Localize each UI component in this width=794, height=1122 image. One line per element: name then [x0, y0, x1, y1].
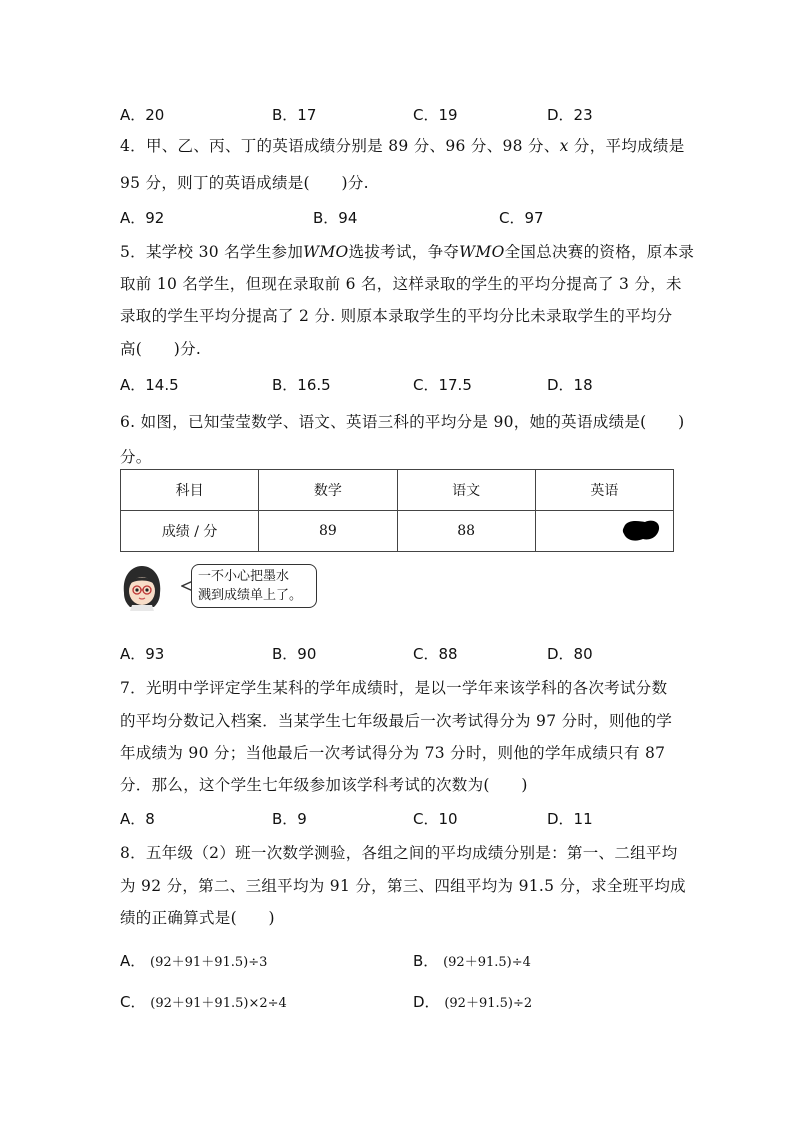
table-header-cell: 语文: [397, 470, 535, 511]
q6-option-c: C．88: [413, 645, 458, 663]
q5-option-c: C．17.5: [413, 376, 472, 394]
q8-option-c: [120, 991, 287, 1012]
table-header-cell: 科目: [121, 470, 259, 511]
q8-option-c-expr: (92＋91＋91.5)×2÷4: [150, 996, 287, 1011]
table-cell: 成绩 / 分: [121, 511, 259, 552]
bubble-line-2: 溅到成绩单上了。: [198, 588, 303, 603]
q4-text-a: 4．甲、乙、丙、丁的英语成绩分别是 89 分、96 分、98 分、: [120, 137, 560, 155]
q8-option-a-expr: (92＋91＋91.5)÷3: [150, 955, 268, 970]
q5-text-c: 全国总决赛的资格，原本录: [504, 243, 695, 261]
table-header-cell: 数学: [259, 470, 397, 511]
table-cell: 89: [259, 511, 397, 552]
q8-line-3: 绩的正确算式是( ): [120, 909, 275, 927]
q4-variable-x: x: [559, 137, 569, 155]
q8-option-b-label: B．: [413, 952, 439, 970]
table-header-cell: 英语: [535, 470, 673, 511]
q7-option-a: A．8: [120, 810, 155, 828]
q7-line-2: 的平均分数记入档案．当某学生七年级最后一次考试得分为 97 分时，则他的学: [120, 712, 673, 730]
table-cell: 88: [397, 511, 535, 552]
q6-option-d: D．80: [547, 645, 593, 663]
q5-line-2: 取前 10 名学生，但现在录取前 6 名，这样录取的学生的平均分提高了 3 分，未: [120, 275, 682, 293]
table-header-row: [121, 470, 674, 511]
q4-line-2: 95 分，则丁的英语成绩是( )分.: [120, 174, 369, 192]
q4-option-a: A．92: [120, 209, 165, 227]
q7-line-3: 年成绩为 90 分；当他最后一次考试得分为 73 分时，则他的学年成绩只有 87: [120, 744, 666, 762]
q5-option-d: D．18: [547, 376, 593, 394]
q5-text-b: 选拔考试，争夺: [348, 243, 460, 261]
bubble-line-1: 一不小心把墨水: [198, 569, 290, 584]
girl-avatar-icon: [118, 563, 166, 611]
speech-bubble: [191, 564, 317, 608]
q7-line-1: 7．光明中学评定学生某科的学年成绩时，是以一学年来该学科的各次考试分数: [120, 679, 668, 697]
q6-line-2: 分。: [120, 448, 152, 466]
q8-line-2: 为 92 分，第二、三组平均为 91 分，第三、四组平均为 91.5 分，求全班平均成: [120, 877, 686, 895]
q8-option-d-label: D．: [413, 993, 440, 1011]
q4-option-c: C．97: [499, 209, 544, 227]
q6-option-b: B．90: [272, 645, 317, 663]
q5-option-a: A．14.5: [120, 376, 179, 394]
q5-text-a: 5．某学校 30 名学生参加: [120, 243, 304, 261]
q8-line-1: 8．五年级（2）班一次数学测验，各组之间的平均成绩分别是：第一、二组平均: [120, 844, 678, 862]
q5-wmo-1: WMO: [303, 243, 349, 261]
table-row: [121, 511, 674, 552]
q5-line-3: 录取的学生平均分提高了 2 分. 则原本录取学生的平均分比未录取学生的平均分: [120, 307, 673, 325]
q4-text-b: 分，平均成绩是: [568, 137, 685, 155]
q4-line-1: [120, 134, 685, 156]
q5-line-1: [120, 240, 694, 262]
ink-blot-icon: [621, 517, 661, 543]
q8-option-a: [120, 950, 267, 971]
q8-option-b-expr: (92＋91.5)÷4: [443, 955, 531, 970]
q3-option-c: C．19: [413, 106, 458, 124]
q8-option-d: [413, 991, 532, 1012]
q4-option-b: B．94: [313, 209, 358, 227]
q5-wmo-2: WMO: [459, 243, 505, 261]
q7-option-c: C．10: [413, 810, 458, 828]
q8-option-c-label: C．: [120, 993, 146, 1011]
q5-line-4: 高( )分.: [120, 340, 202, 358]
q5-option-b: B．16.5: [272, 376, 331, 394]
q3-option-b: B．17: [272, 106, 317, 124]
q7-option-b: B．9: [272, 810, 307, 828]
q7-option-d: D．11: [547, 810, 593, 828]
q6-line-1: 6. 如图，已知莹莹数学、语文、英语三科的平均分是 90，她的英语成绩是( ): [120, 413, 685, 431]
q8-option-d-expr: (92＋91.5)÷2: [444, 996, 533, 1011]
q3-option-d: D．23: [547, 106, 593, 124]
q3-option-a: A．20: [120, 106, 165, 124]
q6-option-a: A．93: [120, 645, 165, 663]
q7-line-4: 分．那么，这个学生七年级参加该学科考试的次数为( ): [120, 776, 528, 794]
score-table: [120, 469, 674, 552]
q8-option-a-label: A．: [120, 952, 146, 970]
q8-option-b: [413, 950, 531, 971]
